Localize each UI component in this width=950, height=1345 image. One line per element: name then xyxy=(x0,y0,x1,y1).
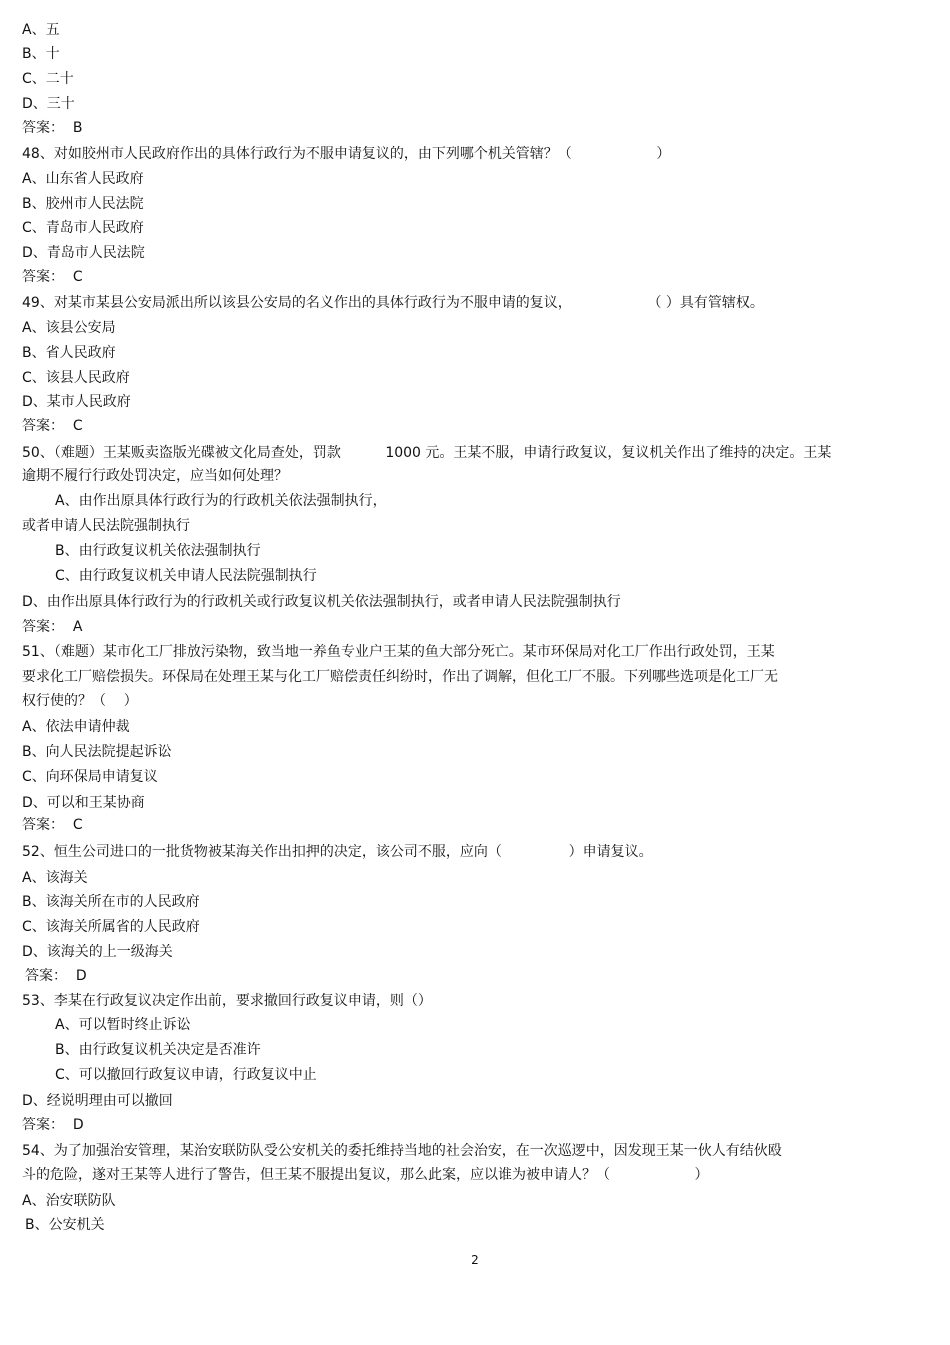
option-a: A、山东省人民政府 xyxy=(22,171,144,187)
option-d: D、经说明理由可以撤回 xyxy=(22,1093,173,1109)
question-52: 52、恒生公司进口的一批货物被某海关作出扣押的决定，该公司不服，应向（ ）申请复议。 xyxy=(22,844,653,860)
option-d: D、青岛市人民法院 xyxy=(22,245,145,261)
option-c: C、由行政复议机关申请人民法院强制执行 xyxy=(55,568,317,584)
option-c: C、该海关所属省的人民政府 xyxy=(22,919,200,935)
answer-line: 答案： A xyxy=(22,619,83,635)
option-b: B、由行政复议机关决定是否准许 xyxy=(55,1042,261,1058)
option-d: D、由作出原具体行政行为的行政机关或行政复议机关依法强制执行，或者申请人民法院强制执行 xyxy=(22,594,621,610)
answer-line: 答案： D xyxy=(25,968,87,984)
option-d: D、某市人民政府 xyxy=(22,394,131,410)
option-a: A、该海关 xyxy=(22,870,88,886)
question-54: 54、为了加强治安管理，某治安联防队受公安机关的委托维持当地的社会治安，在一次巡逻中，因发现王某一伙人有结伙殴 xyxy=(22,1143,782,1159)
question-51-cont: 要求化工厂赔偿损失。环保局在处理王某与化工厂赔偿责任纠纷时，作出了调解，但化工厂不服。下列哪些选项是化工厂无 xyxy=(22,669,778,685)
question-50-cont: 逾期不履行行政处罚决定，应当如何处理？ xyxy=(22,468,288,484)
option-d: D、该海关的上一级海关 xyxy=(22,944,173,960)
question-49: 49、对某市某县公安局派出所以该县公安局的名义作出的具体行政行为不服申请的复议， （ ）具有管辖权。 xyxy=(22,295,764,311)
option-a: A、依法申请仲裁 xyxy=(22,719,130,735)
option-a-cont: 或者申请人民法院强制执行 xyxy=(22,518,190,534)
answer-line: 答案： C xyxy=(22,269,83,285)
option-a: A、五 xyxy=(22,22,60,38)
question-48: 48、对如胶州市人民政府作出的具体行政行为不服申请复议的，由下列哪个机关管辖？（ ） xyxy=(22,146,671,162)
option-c: C、二十 xyxy=(22,71,74,87)
answer-line: 答案： B xyxy=(22,120,83,136)
question-51-cont: 权行使的？（ ） xyxy=(22,693,138,709)
option-d: D、可以和王某协商 xyxy=(22,795,145,811)
option-b: B、该海关所在市的人民政府 xyxy=(22,894,200,910)
option-b: B、十 xyxy=(22,46,60,62)
page-number: 2 xyxy=(471,1253,479,1267)
option-a: A、由作出原具体行政行为的行政机关依法强制执行， xyxy=(55,493,387,509)
answer-line: 答案： C xyxy=(22,817,83,833)
answer-line: 答案： D xyxy=(22,1117,84,1133)
question-50: 50、（难题）王某贩卖盗版光碟被文化局查处，罚款 1000 元。王某不服，申请行政复议，复议机关作出了维持的决定。王某 xyxy=(22,445,832,461)
option-c: C、该县人民政府 xyxy=(22,370,130,386)
question-51: 51、（难题）某市化工厂排放污染物，致当地一养鱼专业户王某的鱼大部分死亡。某市环保局对化工厂作出行政处罚，王某 xyxy=(22,644,775,660)
option-a: A、可以暂时终止诉讼 xyxy=(55,1017,191,1033)
option-c: C、可以撤回行政复议申请，行政复议中止 xyxy=(55,1067,317,1083)
option-b: B、胶州市人民法院 xyxy=(22,196,144,212)
option-a: A、该县公安局 xyxy=(22,320,116,336)
option-a: A、治安联防队 xyxy=(22,1193,116,1209)
option-b: B、向人民法院提起诉讼 xyxy=(22,744,172,760)
answer-line: 答案： C xyxy=(22,418,83,434)
option-c: C、青岛市人民政府 xyxy=(22,220,144,236)
question-54-cont: 斗的危险，遂对王某等人进行了警告，但王某不服提出复议，那么此案，应以谁为被申请人？（ ） xyxy=(22,1167,709,1183)
option-b: B、省人民政府 xyxy=(22,345,116,361)
option-d: D、三十 xyxy=(22,96,75,112)
option-b: B、公安机关 xyxy=(25,1217,105,1233)
option-c: C、向环保局申请复议 xyxy=(22,769,158,785)
question-53: 53、李某在行政复议决定作出前，要求撤回行政复议申请，则（） xyxy=(22,993,432,1009)
option-b: B、由行政复议机关依法强制执行 xyxy=(55,543,261,559)
